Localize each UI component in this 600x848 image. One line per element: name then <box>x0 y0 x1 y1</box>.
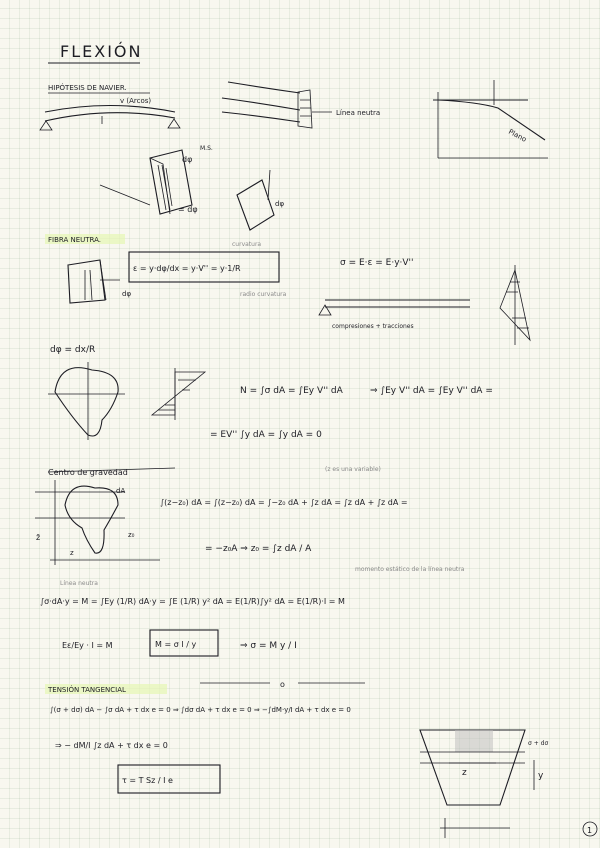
plane-label: Plano <box>507 127 528 144</box>
shear-result: τ = T Sz / I e <box>122 776 173 785</box>
svg-text:z̄: z̄ <box>36 533 41 542</box>
stress-equation: σ = E·ε = E·y·V'' <box>340 258 414 268</box>
svg-text:z₀: z₀ <box>128 531 135 539</box>
ei-equation: Eε/Ey · I = M <box>62 641 113 650</box>
compression-tension-label: compresiones + tracciones <box>332 323 414 330</box>
y-label: y <box>538 771 544 781</box>
centroid-equation-2: = −z₀A ⇒ z₀ = ∫z dA / A <box>205 544 312 554</box>
neutral-line-label: Línea neutra <box>336 109 381 117</box>
svg-text:dφ: dφ <box>122 290 132 298</box>
svg-text:dA: dA <box>116 487 126 495</box>
variable-note: (z es una variable) <box>325 466 381 473</box>
svg-text:M.S.: M.S. <box>200 145 213 152</box>
dphi-equation: dφ = dx/R <box>50 345 96 355</box>
n-equation-3: = EV'' ∫y dA = ∫y dA = 0 <box>210 430 322 440</box>
n-equation-1: N = ∫σ dA = ∫Ey V'' dA <box>240 386 343 396</box>
n-equation-2: ⇒ ∫Ey V'' dA = ∫Ey V'' dA = <box>370 386 493 396</box>
centroid-equation-1: ∫(z−z₀) dA = ∫(z−z₀) dA = ∫−z₀ dA + ∫z dA = ∫z dA + ∫z dA = <box>160 498 408 507</box>
shear-equation-1: ∫(σ + dσ) dA − ∫σ dA + τ dx e = 0 ⇒ ∫dσ dA + τ dx e = 0 ⇒ −∫dM·y/I dA + τ dx e = 0 <box>50 706 351 714</box>
separator: o <box>280 680 285 689</box>
sigma-equation: ⇒ σ = M y / I <box>240 641 297 651</box>
centroid-heading: Centro de gravedad <box>48 468 128 477</box>
page-number: 1 <box>587 826 593 835</box>
neutral-fiber-heading: FIBRA NEUTRA. <box>48 236 102 244</box>
svg-text:= dφ: = dφ <box>178 205 198 214</box>
arch-label: v (Arcos) <box>120 97 152 105</box>
svg-text:z: z <box>462 768 467 778</box>
support-roller <box>168 119 180 128</box>
sigma-dsigma-label: σ + dσ <box>528 740 549 747</box>
plane-curve <box>438 100 545 140</box>
svg-text:z: z <box>70 549 74 557</box>
axis-label: Línea neutra <box>60 580 98 587</box>
navier-heading: HIPÓTESIS DE NAVIER. <box>48 84 127 92</box>
deflected-beam <box>45 113 175 121</box>
page-title: FLEXIÓN <box>60 42 143 61</box>
shear-heading: TENSIÓN TANGENCIAL <box>48 686 126 694</box>
strain-equation: ε = y·dφ/dx = y·V'' = y·1/R <box>133 264 241 273</box>
static-moment-note: momento estático de la línea neutra <box>355 566 465 573</box>
cross-section-sketch <box>55 368 118 436</box>
shear-equation-2: ⇒ − dM/I ∫z dA + τ dx e = 0 <box>55 741 168 750</box>
m-equation: M = σ I / y <box>155 640 197 649</box>
curvature-label: curvatura <box>232 241 262 248</box>
svg-text:dφ: dφ <box>275 200 285 208</box>
radius-label: radio curvatura <box>240 291 287 298</box>
dphi-label: dφ <box>182 155 193 164</box>
support-pin <box>40 121 52 130</box>
moment-equation: ∫σ·dA·y = M = ∫Ey (1/R) dA·y = ∫E (1/R) y² dA = E(1/R)∫y² dA = E(1/R)·I = M <box>40 597 345 606</box>
